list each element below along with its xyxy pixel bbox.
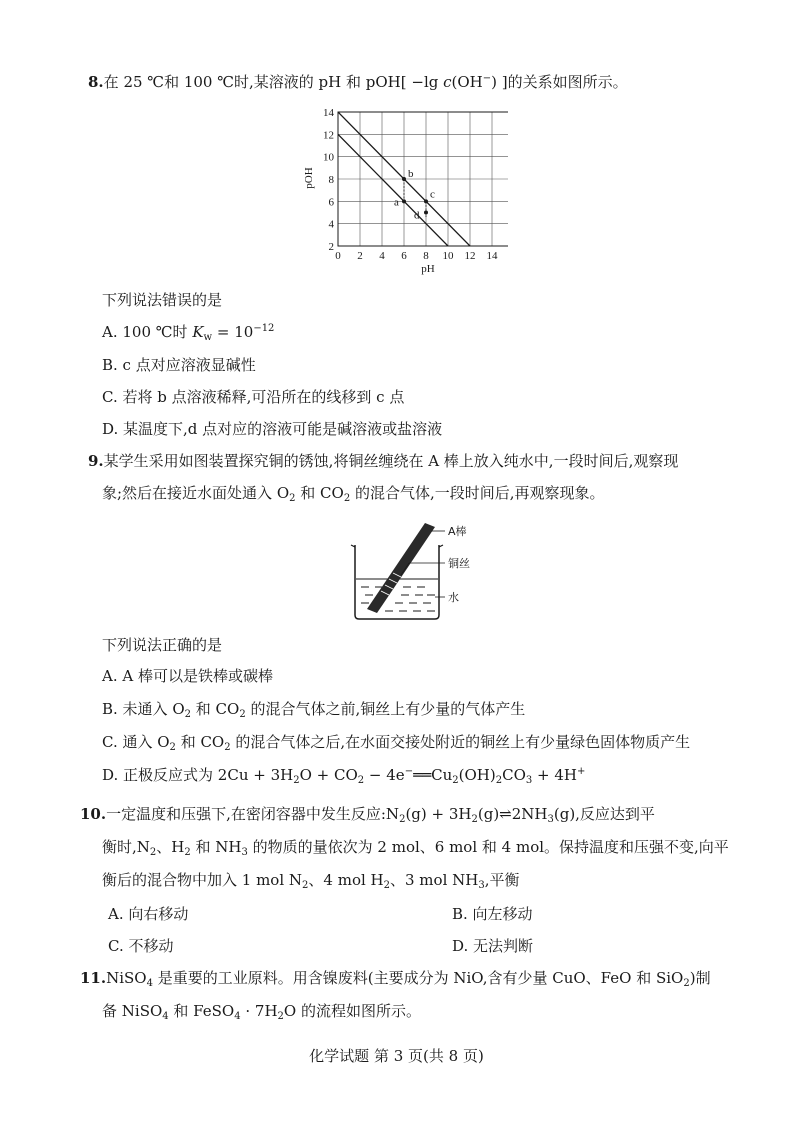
y-tick-label: 14: [323, 107, 334, 119]
q8-option-c: C. 若将 b 点溶液稀释,可沿所在的线移到 c 点: [102, 388, 405, 406]
beaker-figure: [345, 515, 485, 625]
q9-option-a: A. A 棒可以是铁棒或碳棒: [102, 667, 273, 685]
x-tick-label: 8: [423, 250, 429, 262]
q11-number: 11.: [80, 969, 107, 987]
point-label-c: c: [430, 188, 435, 201]
x-tick-label: 10: [442, 250, 454, 262]
label-rod-a: A棒: [448, 525, 467, 538]
q10-option-d: D. 无法判断: [452, 937, 534, 955]
label-water: 水: [448, 591, 459, 604]
y-tick-label: 2: [328, 241, 334, 253]
point-label-d: d: [414, 209, 420, 222]
point-a: [402, 199, 406, 203]
x-tick-label: 4: [379, 250, 385, 262]
q8-option-a: A. 100 ℃时 $K_w = 10^{-12}$: [102, 323, 275, 343]
y-tick-label: 6: [328, 196, 334, 209]
x-tick-label: 0: [335, 250, 341, 262]
q9-number: 9.: [88, 452, 104, 470]
q9-option-d: D. 正极反应式为 $2Cu + 3H_2O + CO_2$ − $4e^-══Cu_2(OH)_2CO_3 + 4H^+$: [102, 766, 586, 786]
q8-option-d: D. 某温度下,d 点对应的溶液可能是碱溶液或盐溶液: [102, 420, 443, 438]
q8-stem: 8.在 25 ℃和 100 ℃时,某溶液的 pH 和 pOH[ −lg c(OH−) ]的关系如图所示。: [88, 73, 628, 91]
ph-poh-chart: [298, 100, 508, 280]
q10-option-b: B. 向左移动: [452, 905, 533, 923]
x-tick-label: 6: [401, 250, 407, 262]
q10-option-c: C. 不移动: [108, 937, 174, 955]
q10-stem-line1: 10.一定温度和压强下,在密闭容器中发生反应$:N_2(g)$ + $3H_2(g)\rightleftharpoons 2NH_3(g)$,反应达到平: [80, 805, 655, 825]
chart-points: [394, 168, 435, 222]
q8-option-b: B. c 点对应溶液显碱性: [102, 356, 256, 374]
q10-number: 10.: [80, 805, 107, 823]
q9-option-c: C. 通入 $O_2$ 和 $CO_2$ 的混合气体之后,在水面交接处附近的铜丝上有少量绿色固体物质产生: [102, 733, 691, 753]
q10-option-a: A. 向右移动: [108, 905, 189, 923]
y-tick-label: 8: [328, 174, 334, 186]
point-label-a: a: [394, 196, 399, 209]
q9-stem-line2: 象;然后在接近水面处通入 $O_2$ 和 $CO_2$ 的混合气体,一段时间后,再观察现象。: [102, 484, 605, 504]
chart-ticks: [323, 107, 498, 262]
chart-lines: [338, 112, 492, 268]
y-axis-label: pOH: [303, 167, 315, 189]
y-tick-label: 4: [328, 218, 334, 231]
rod-a: [367, 523, 435, 613]
y-tick-label: 10: [323, 151, 334, 164]
label-copper-wire: 铜丝: [448, 557, 470, 570]
x-tick-label: 12: [464, 250, 476, 262]
x-tick-label: 2: [357, 250, 363, 262]
q11-stem-line1: 11.NiSO$_4$ 是重要的工业原料。用含镍废料(主要成分为 NiO,含有少量 CuO、FeO 和 SiO$_2$)制: [80, 969, 711, 989]
series-line-2: [338, 112, 492, 268]
q9-stem-line1: 9.某学生采用如图装置探究铜的锈蚀,将铜丝缠绕在 A 棒上放入纯水中,一段时间后,观察现: [88, 452, 679, 470]
q10-stem-line3: 衡后的混合物中加入 1 mol $N_2$、4 mol $H_2$、3 mol $NH_3$,平衡: [102, 871, 520, 891]
q8-number: 8.: [88, 73, 104, 91]
page-footer: 化学试题 第 3 页(共 8 页): [309, 1047, 484, 1065]
q9-option-b: B. 未通入 $O_2$ 和 $CO_2$ 的混合气体之前,铜丝上有少量的气体产生: [102, 700, 526, 720]
x-tick-label: 14: [486, 250, 498, 262]
q9-prompt: 下列说法正确的是: [102, 636, 223, 654]
q8-prompt: 下列说法错误的是: [102, 291, 223, 309]
q10-stem-line2: 衡时$,N_2$、$H_2$ 和 $NH_3$ 的物质的量依次为 2 mol、6 mol 和 4 mol。保持温度和压强不变,向平: [102, 838, 729, 858]
y-tick-label: 12: [323, 129, 334, 142]
q11-stem-line2: 备 NiSO$_4$ 和 FeSO$_4$ · $7H_2O$ 的流程如图所示。: [102, 1002, 421, 1022]
chart-grid: [338, 112, 508, 246]
x-axis-label: pH: [421, 263, 435, 275]
point-label-b: b: [408, 168, 414, 180]
